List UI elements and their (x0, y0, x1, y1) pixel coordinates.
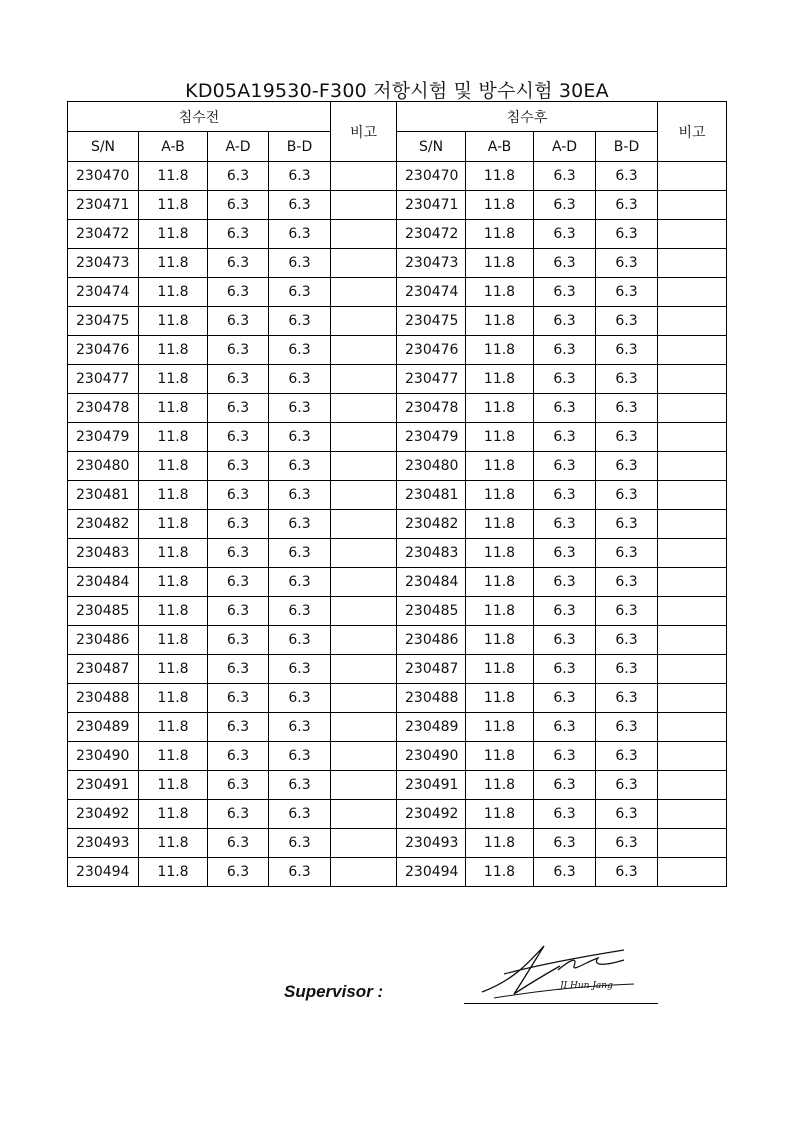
before-remarks-cell (331, 307, 397, 336)
after-remarks-cell (658, 655, 727, 684)
before-cell-ad: 6.3 (208, 394, 269, 423)
before-remarks-cell (331, 278, 397, 307)
before-remarks-cell (331, 162, 397, 191)
before-remarks-cell (331, 423, 397, 452)
after-cell-ab: 11.8 (466, 365, 534, 394)
before-cell-ad: 6.3 (208, 539, 269, 568)
after-cell-ab: 11.8 (466, 249, 534, 278)
before-cell-ad: 6.3 (208, 568, 269, 597)
before-cell-sn: 230480 (68, 452, 139, 481)
table-row (68, 713, 727, 742)
after-cell-ad: 6.3 (534, 278, 596, 307)
before-cell-sn: 230474 (68, 278, 139, 307)
before-cell-bd: 6.3 (269, 423, 331, 452)
before-cell-ad: 6.3 (208, 220, 269, 249)
before-cell-ad: 6.3 (208, 713, 269, 742)
before-cell-bd: 6.3 (269, 249, 331, 278)
after-cell-ad: 6.3 (534, 510, 596, 539)
table-row (68, 162, 727, 191)
after-remarks-cell (658, 713, 727, 742)
after-cell-bd: 6.3 (596, 394, 658, 423)
before-immersion-header: 침수전 (68, 102, 331, 132)
before-cell-ab: 11.8 (139, 394, 208, 423)
before-cell-ab: 11.8 (139, 220, 208, 249)
before-cell-ad: 6.3 (208, 510, 269, 539)
before-cell-sn: 230470 (68, 162, 139, 191)
before-cell-ab: 11.8 (139, 191, 208, 220)
after-remarks-cell (658, 771, 727, 800)
after-cell-ad: 6.3 (534, 684, 596, 713)
table-row (68, 684, 727, 713)
table-row (68, 191, 727, 220)
after-cell-ad: 6.3 (534, 365, 596, 394)
before-cell-ad: 6.3 (208, 278, 269, 307)
before-cell-bd: 6.3 (269, 626, 331, 655)
before-cell-ad: 6.3 (208, 829, 269, 858)
after-cell-ab: 11.8 (466, 162, 534, 191)
before-remarks-cell (331, 249, 397, 278)
after-cell-ad: 6.3 (534, 481, 596, 510)
before-cell-sn: 230486 (68, 626, 139, 655)
before-cell-ad: 6.3 (208, 771, 269, 800)
before-cell-bd: 6.3 (269, 365, 331, 394)
after-cell-sn: 230479 (397, 423, 466, 452)
before-cell-sn: 230488 (68, 684, 139, 713)
before-cell-ad: 6.3 (208, 191, 269, 220)
after-cell-sn: 230476 (397, 336, 466, 365)
after-cell-ad: 6.3 (534, 452, 596, 481)
after-cell-bd: 6.3 (596, 481, 658, 510)
before-cell-ab: 11.8 (139, 684, 208, 713)
before-remarks-cell (331, 684, 397, 713)
after-cell-ad: 6.3 (534, 336, 596, 365)
after-cell-ab: 11.8 (466, 336, 534, 365)
after-remarks-cell (658, 394, 727, 423)
before-cell-ad: 6.3 (208, 423, 269, 452)
before-cell-sn: 230492 (68, 800, 139, 829)
after-cell-ab: 11.8 (466, 771, 534, 800)
after-cell-bd: 6.3 (596, 626, 658, 655)
before-cell-bd: 6.3 (269, 771, 331, 800)
after-cell-ad: 6.3 (534, 423, 596, 452)
before-cell-bd: 6.3 (269, 713, 331, 742)
before-remarks-cell (331, 713, 397, 742)
before-cell-sn: 230473 (68, 249, 139, 278)
table-row (68, 597, 727, 626)
after-remarks-cell (658, 162, 727, 191)
before-cell-ab: 11.8 (139, 423, 208, 452)
before-cell-sn: 230493 (68, 829, 139, 858)
table-row (68, 510, 727, 539)
table-row (68, 307, 727, 336)
after-cell-bd: 6.3 (596, 742, 658, 771)
after-cell-ad: 6.3 (534, 307, 596, 336)
after-cell-ad: 6.3 (534, 742, 596, 771)
before-cell-ab: 11.8 (139, 597, 208, 626)
after-immersion-header: 침수후 (397, 102, 658, 132)
before-cell-ad: 6.3 (208, 858, 269, 887)
after-cell-ad: 6.3 (534, 162, 596, 191)
before-remarks-cell (331, 568, 397, 597)
after-remarks-cell (658, 829, 727, 858)
before-cell-ad: 6.3 (208, 655, 269, 684)
table-row (68, 742, 727, 771)
before-cell-ad: 6.3 (208, 800, 269, 829)
after-cell-ab: 11.8 (466, 220, 534, 249)
table-row (68, 829, 727, 858)
before-cell-ad: 6.3 (208, 162, 269, 191)
before-remarks-cell (331, 597, 397, 626)
before-remarks-cell (331, 365, 397, 394)
after-cell-sn: 230485 (397, 597, 466, 626)
after-cell-ab: 11.8 (466, 858, 534, 887)
after-cell-ad: 6.3 (534, 597, 596, 626)
after-cell-sn: 230490 (397, 742, 466, 771)
after-cell-bd: 6.3 (596, 800, 658, 829)
after-cell-bd: 6.3 (596, 829, 658, 858)
after-cell-sn: 230471 (397, 191, 466, 220)
before-cell-ad: 6.3 (208, 481, 269, 510)
column-header-ad: A-D (534, 132, 596, 162)
after-cell-bd: 6.3 (596, 568, 658, 597)
after-cell-sn: 230487 (397, 655, 466, 684)
after-cell-ad: 6.3 (534, 394, 596, 423)
before-cell-bd: 6.3 (269, 278, 331, 307)
before-remarks-cell (331, 539, 397, 568)
before-remarks-cell (331, 771, 397, 800)
after-remarks-cell (658, 800, 727, 829)
before-remarks-cell (331, 220, 397, 249)
before-remarks-cell (331, 626, 397, 655)
before-cell-sn: 230490 (68, 742, 139, 771)
remarks-header-before: 비고 (331, 102, 397, 162)
before-cell-ab: 11.8 (139, 539, 208, 568)
after-cell-sn: 230491 (397, 771, 466, 800)
table-row (68, 452, 727, 481)
before-cell-bd: 6.3 (269, 336, 331, 365)
table-row (68, 394, 727, 423)
before-cell-ad: 6.3 (208, 307, 269, 336)
before-cell-ab: 11.8 (139, 249, 208, 278)
before-remarks-cell (331, 655, 397, 684)
before-cell-bd: 6.3 (269, 162, 331, 191)
after-cell-sn: 230480 (397, 452, 466, 481)
before-cell-ad: 6.3 (208, 452, 269, 481)
before-cell-bd: 6.3 (269, 452, 331, 481)
before-remarks-cell (331, 481, 397, 510)
before-cell-ab: 11.8 (139, 858, 208, 887)
before-cell-bd: 6.3 (269, 481, 331, 510)
after-cell-sn: 230475 (397, 307, 466, 336)
signature-handwriting: JI Hun Jang (560, 981, 613, 991)
before-cell-ab: 11.8 (139, 713, 208, 742)
before-cell-ab: 11.8 (139, 278, 208, 307)
before-cell-ab: 11.8 (139, 771, 208, 800)
before-cell-bd: 6.3 (269, 597, 331, 626)
before-cell-sn: 230481 (68, 481, 139, 510)
after-cell-sn: 230483 (397, 539, 466, 568)
before-cell-sn: 230476 (68, 336, 139, 365)
before-cell-bd: 6.3 (269, 858, 331, 887)
table-row (68, 365, 727, 394)
before-cell-ab: 11.8 (139, 510, 208, 539)
after-remarks-cell (658, 742, 727, 771)
before-cell-ad: 6.3 (208, 365, 269, 394)
after-cell-sn: 230489 (397, 713, 466, 742)
table-row (68, 249, 727, 278)
before-cell-sn: 230482 (68, 510, 139, 539)
before-remarks-cell (331, 858, 397, 887)
before-cell-bd: 6.3 (269, 568, 331, 597)
before-cell-bd: 6.3 (269, 829, 331, 858)
after-remarks-cell (658, 423, 727, 452)
before-remarks-cell (331, 336, 397, 365)
after-cell-ab: 11.8 (466, 597, 534, 626)
after-cell-bd: 6.3 (596, 858, 658, 887)
before-cell-ab: 11.8 (139, 452, 208, 481)
after-cell-sn: 230484 (397, 568, 466, 597)
before-cell-ab: 11.8 (139, 481, 208, 510)
after-remarks-cell (658, 597, 727, 626)
after-cell-ad: 6.3 (534, 829, 596, 858)
after-remarks-cell (658, 336, 727, 365)
after-cell-sn: 230477 (397, 365, 466, 394)
before-remarks-cell (331, 510, 397, 539)
before-cell-ab: 11.8 (139, 800, 208, 829)
after-cell-sn: 230492 (397, 800, 466, 829)
after-cell-ab: 11.8 (466, 481, 534, 510)
column-header-bd: B-D (596, 132, 658, 162)
table-row (68, 858, 727, 887)
after-cell-ad: 6.3 (534, 626, 596, 655)
before-cell-ad: 6.3 (208, 684, 269, 713)
before-cell-ab: 11.8 (139, 626, 208, 655)
before-cell-bd: 6.3 (269, 394, 331, 423)
after-cell-bd: 6.3 (596, 655, 658, 684)
before-cell-bd: 6.3 (269, 307, 331, 336)
after-remarks-cell (658, 684, 727, 713)
after-cell-bd: 6.3 (596, 510, 658, 539)
before-remarks-cell (331, 742, 397, 771)
after-remarks-cell (658, 220, 727, 249)
table-row (68, 771, 727, 800)
after-remarks-cell (658, 510, 727, 539)
after-cell-sn: 230473 (397, 249, 466, 278)
after-cell-ad: 6.3 (534, 568, 596, 597)
after-cell-ab: 11.8 (466, 452, 534, 481)
table-row (68, 481, 727, 510)
before-cell-bd: 6.3 (269, 539, 331, 568)
table-row (68, 539, 727, 568)
before-cell-sn: 230471 (68, 191, 139, 220)
after-remarks-cell (658, 452, 727, 481)
after-cell-ab: 11.8 (466, 423, 534, 452)
before-cell-sn: 230479 (68, 423, 139, 452)
document-title: KD05A19530-F300 저항시험 및 방수시험 30EA (185, 80, 609, 102)
after-cell-bd: 6.3 (596, 713, 658, 742)
before-cell-sn: 230494 (68, 858, 139, 887)
after-cell-bd: 6.3 (596, 452, 658, 481)
after-cell-ab: 11.8 (466, 742, 534, 771)
before-cell-ad: 6.3 (208, 742, 269, 771)
table-row (68, 220, 727, 249)
before-remarks-cell (331, 452, 397, 481)
after-cell-ab: 11.8 (466, 800, 534, 829)
after-cell-ab: 11.8 (466, 307, 534, 336)
after-cell-ab: 11.8 (466, 713, 534, 742)
after-remarks-cell (658, 191, 727, 220)
after-cell-bd: 6.3 (596, 771, 658, 800)
before-cell-ab: 11.8 (139, 162, 208, 191)
after-cell-ab: 11.8 (466, 394, 534, 423)
after-remarks-cell (658, 858, 727, 887)
before-cell-ab: 11.8 (139, 829, 208, 858)
after-cell-bd: 6.3 (596, 684, 658, 713)
after-cell-bd: 6.3 (596, 220, 658, 249)
before-cell-bd: 6.3 (269, 510, 331, 539)
after-remarks-cell (658, 278, 727, 307)
column-header-sn: S/N (397, 132, 466, 162)
before-cell-ab: 11.8 (139, 655, 208, 684)
after-cell-bd: 6.3 (596, 423, 658, 452)
before-cell-ad: 6.3 (208, 336, 269, 365)
before-cell-sn: 230491 (68, 771, 139, 800)
after-cell-ad: 6.3 (534, 220, 596, 249)
table-row (68, 626, 727, 655)
before-cell-sn: 230472 (68, 220, 139, 249)
after-remarks-cell (658, 626, 727, 655)
column-header-ad: A-D (208, 132, 269, 162)
after-cell-sn: 230474 (397, 278, 466, 307)
after-cell-ab: 11.8 (466, 191, 534, 220)
before-cell-bd: 6.3 (269, 742, 331, 771)
after-remarks-cell (658, 481, 727, 510)
before-cell-sn: 230484 (68, 568, 139, 597)
after-cell-ab: 11.8 (466, 626, 534, 655)
before-cell-ab: 11.8 (139, 742, 208, 771)
after-cell-ad: 6.3 (534, 191, 596, 220)
after-remarks-cell (658, 307, 727, 336)
after-cell-ab: 11.8 (466, 568, 534, 597)
column-header-bd: B-D (269, 132, 331, 162)
after-cell-sn: 230481 (397, 481, 466, 510)
before-cell-sn: 230483 (68, 539, 139, 568)
table-row (68, 278, 727, 307)
after-cell-ab: 11.8 (466, 655, 534, 684)
before-cell-ad: 6.3 (208, 597, 269, 626)
after-cell-bd: 6.3 (596, 336, 658, 365)
after-cell-ab: 11.8 (466, 510, 534, 539)
remarks-header-after: 비고 (658, 102, 727, 162)
table-row (68, 655, 727, 684)
after-cell-sn: 230482 (397, 510, 466, 539)
after-cell-ab: 11.8 (466, 278, 534, 307)
before-cell-sn: 230477 (68, 365, 139, 394)
after-cell-sn: 230488 (397, 684, 466, 713)
after-cell-ad: 6.3 (534, 800, 596, 829)
test-results-table (67, 101, 727, 887)
after-cell-ab: 11.8 (466, 684, 534, 713)
after-cell-ad: 6.3 (534, 655, 596, 684)
after-cell-bd: 6.3 (596, 278, 658, 307)
before-cell-bd: 6.3 (269, 684, 331, 713)
after-remarks-cell (658, 249, 727, 278)
column-header-ab: A-B (139, 132, 208, 162)
supervisor-signature (474, 932, 658, 1002)
after-cell-ad: 6.3 (534, 539, 596, 568)
after-remarks-cell (658, 365, 727, 394)
after-cell-bd: 6.3 (596, 307, 658, 336)
after-cell-ab: 11.8 (466, 829, 534, 858)
table-row (68, 423, 727, 452)
before-cell-bd: 6.3 (269, 800, 331, 829)
before-remarks-cell (331, 800, 397, 829)
before-cell-ab: 11.8 (139, 568, 208, 597)
after-remarks-cell (658, 539, 727, 568)
before-cell-ad: 6.3 (208, 626, 269, 655)
after-cell-bd: 6.3 (596, 162, 658, 191)
before-cell-sn: 230475 (68, 307, 139, 336)
before-remarks-cell (331, 829, 397, 858)
before-cell-bd: 6.3 (269, 655, 331, 684)
before-cell-sn: 230485 (68, 597, 139, 626)
table-row (68, 568, 727, 597)
after-cell-bd: 6.3 (596, 365, 658, 394)
after-remarks-cell (658, 568, 727, 597)
before-cell-bd: 6.3 (269, 191, 331, 220)
column-header-ab: A-B (466, 132, 534, 162)
before-cell-ab: 11.8 (139, 365, 208, 394)
after-cell-bd: 6.3 (596, 539, 658, 568)
after-cell-sn: 230470 (397, 162, 466, 191)
after-cell-ad: 6.3 (534, 713, 596, 742)
before-remarks-cell (331, 191, 397, 220)
table-row (68, 800, 727, 829)
before-remarks-cell (331, 394, 397, 423)
before-cell-bd: 6.3 (269, 220, 331, 249)
after-cell-sn: 230494 (397, 858, 466, 887)
after-cell-ad: 6.3 (534, 858, 596, 887)
supervisor-label: Supervisor : (284, 982, 384, 1001)
after-cell-sn: 230472 (397, 220, 466, 249)
before-cell-ab: 11.8 (139, 336, 208, 365)
before-cell-sn: 230478 (68, 394, 139, 423)
after-cell-bd: 6.3 (596, 191, 658, 220)
after-cell-sn: 230493 (397, 829, 466, 858)
before-cell-ad: 6.3 (208, 249, 269, 278)
after-cell-ad: 6.3 (534, 249, 596, 278)
after-cell-bd: 6.3 (596, 597, 658, 626)
signature-line (464, 1003, 658, 1004)
column-header-sn: S/N (68, 132, 139, 162)
before-cell-ab: 11.8 (139, 307, 208, 336)
after-cell-ad: 6.3 (534, 771, 596, 800)
table-row (68, 336, 727, 365)
after-cell-bd: 6.3 (596, 249, 658, 278)
after-cell-sn: 230486 (397, 626, 466, 655)
before-cell-sn: 230489 (68, 713, 139, 742)
table-body (68, 162, 727, 887)
after-cell-sn: 230478 (397, 394, 466, 423)
after-cell-ab: 11.8 (466, 539, 534, 568)
before-cell-sn: 230487 (68, 655, 139, 684)
